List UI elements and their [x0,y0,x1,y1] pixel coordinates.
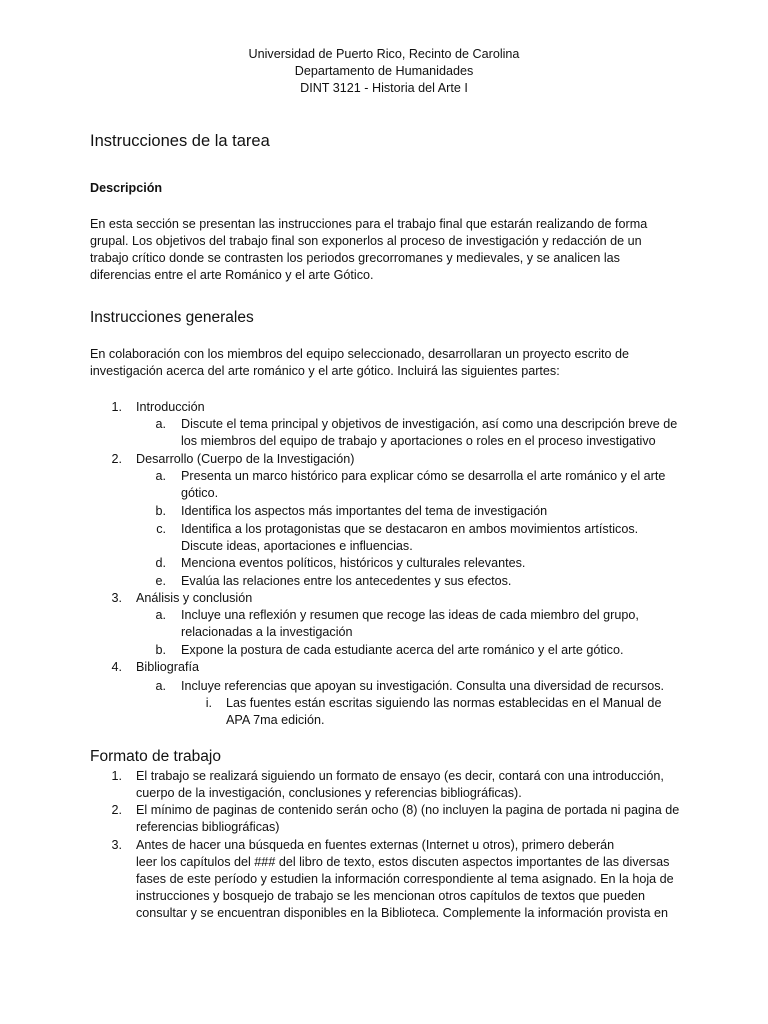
list-item-line: Presenta un marco histórico para explicar cómo se desarrolla el arte románico y el arte [181,469,666,483]
list-item [181,521,691,555]
list-item-line: gótico. [181,486,219,500]
list-item [136,768,696,802]
list-item [181,607,691,641]
list-number: 1. [111,400,122,414]
list-letter: a. [155,608,166,622]
list-item-line: los miembros del equipo de trabajo y aportaciones o roles en el proceso investigativo [181,434,656,448]
list-item: Expone la postura de cada estudiante acerca del arte románico y el arte gótico. [181,643,624,657]
list-item-line: consultar y se encuentran disponibles en la Biblioteca. Complemente la información provista en [136,906,669,920]
header-university: Universidad de Puerto Rico, Recinto de Carolina [248,47,520,61]
list-item: Evalúa las relaciones entre los antecedentes y sus efectos. [181,574,512,588]
list-item: Incluye referencias que apoyan su investigación. Consulta una diversidad de recursos. [181,679,665,693]
list-number: 4. [111,660,122,674]
generales-intro-line: En colaboración con los miembros del equipo seleccionado, desarrollaran un proyecto escrito de [90,347,630,361]
header-course: DINT 3121 - Historia del Arte I [300,81,468,95]
list-item-line: El trabajo se realizará siguiendo un formato de ensayo (es decir, contará con una introducción, [136,769,664,783]
list-item [136,837,696,922]
list-number: 3. [111,838,122,852]
list-item-line: cuerpo de la investigación, conclusiones y referencias bibliográficas). [136,786,522,800]
list-letter: e. [155,574,166,588]
header-department: Departamento de Humanidades [294,64,474,78]
list-item-line: fases de este período y estudien la información correspondiente al tema asignado. En la hoja de [136,872,674,886]
list-number: 1. [111,769,122,783]
list-item-line: instrucciones y bosquejo de trabajo se les mencionan otros capítulos de textos que pueden [136,889,645,903]
list-item: Identifica los aspectos más importantes del tema de investigación [181,504,548,518]
descripcion-line: diferencias entre el arte Románico y el arte Gótico. [90,268,374,282]
list-item-line: Las fuentes están escritas siguiendo las normas establecidas en el Manual de [226,696,662,710]
list-letter: a. [155,679,166,693]
list-letter: a. [155,417,166,431]
list-item: Análisis y conclusión [136,591,253,605]
list-item-line: El mínimo de paginas de contenido serán ocho (8) (no incluyen la pagina de portada ni pagina de [136,803,680,817]
list-item: Desarrollo (Cuerpo de la Investigación) [136,452,355,466]
list-item-line: APA 7ma edición. [226,713,325,727]
list-number: 2. [111,803,122,817]
descripcion-line: trabajo crítico donde se contrasten los periodos grecorromanes y medievales, y se analicen las [90,251,620,265]
list-letter: b. [155,643,166,657]
list-letter: d. [155,556,166,570]
descripcion-line: grupal. Los objetivos del trabajo final son exponerlos al proceso de investigación y redacción de un [90,234,642,248]
generales-intro-line: investigación acerca del arte románico y el arte gótico. Incluirá las siguientes partes: [90,364,560,378]
descripcion-paragraph [90,216,680,284]
list-item: Bibliografía [136,660,200,674]
list-number: 3. [111,591,122,605]
list-item [181,468,691,502]
list-item: Menciona eventos políticos, históricos y culturales relevantes. [181,556,526,570]
document-header [0,46,768,97]
list-item-line: Discute el tema principal y objetivos de investigación, así como una descripción breve de [181,417,678,431]
list-roman: i. [205,696,212,710]
generales-intro [90,346,680,380]
list-item-line: Identifica a los protagonistas que se destacaron en ambos movimientos artísticos. [181,522,639,536]
list-item [136,802,696,836]
page-title: Instrucciones de la tarea [90,132,270,150]
descripcion-line: En esta sección se presentan las instrucciones para el trabajo final que estarán realizando de forma [90,217,648,231]
list-letter: a. [155,469,166,483]
list-item-line: leer los capítulos del ### del libro de texto, estos discuten aspectos importantes de las diversas [136,855,670,869]
descripcion-heading: Descripción [90,181,163,195]
list-item-line: referencias bibliográficas) [136,820,280,834]
list-letter: c. [156,522,166,536]
list-item-line: Discute ideas, aportaciones e influencias. [181,539,413,553]
generales-heading: Instrucciones generales [90,309,254,326]
list-item [226,695,686,729]
list-item [181,416,691,450]
list-item-line: relacionadas a la investigación [181,625,353,639]
list-item-line: Antes de hacer una búsqueda en fuentes externas (Internet u otros), primero deberán [136,838,615,852]
formato-heading: Formato de trabajo [90,748,221,765]
list-number: 2. [111,452,122,466]
list-letter: b. [155,504,166,518]
list-item-line: Incluye una reflexión y resumen que recoge las ideas de cada miembro del grupo, [181,608,639,622]
list-item: Introducción [136,400,205,414]
